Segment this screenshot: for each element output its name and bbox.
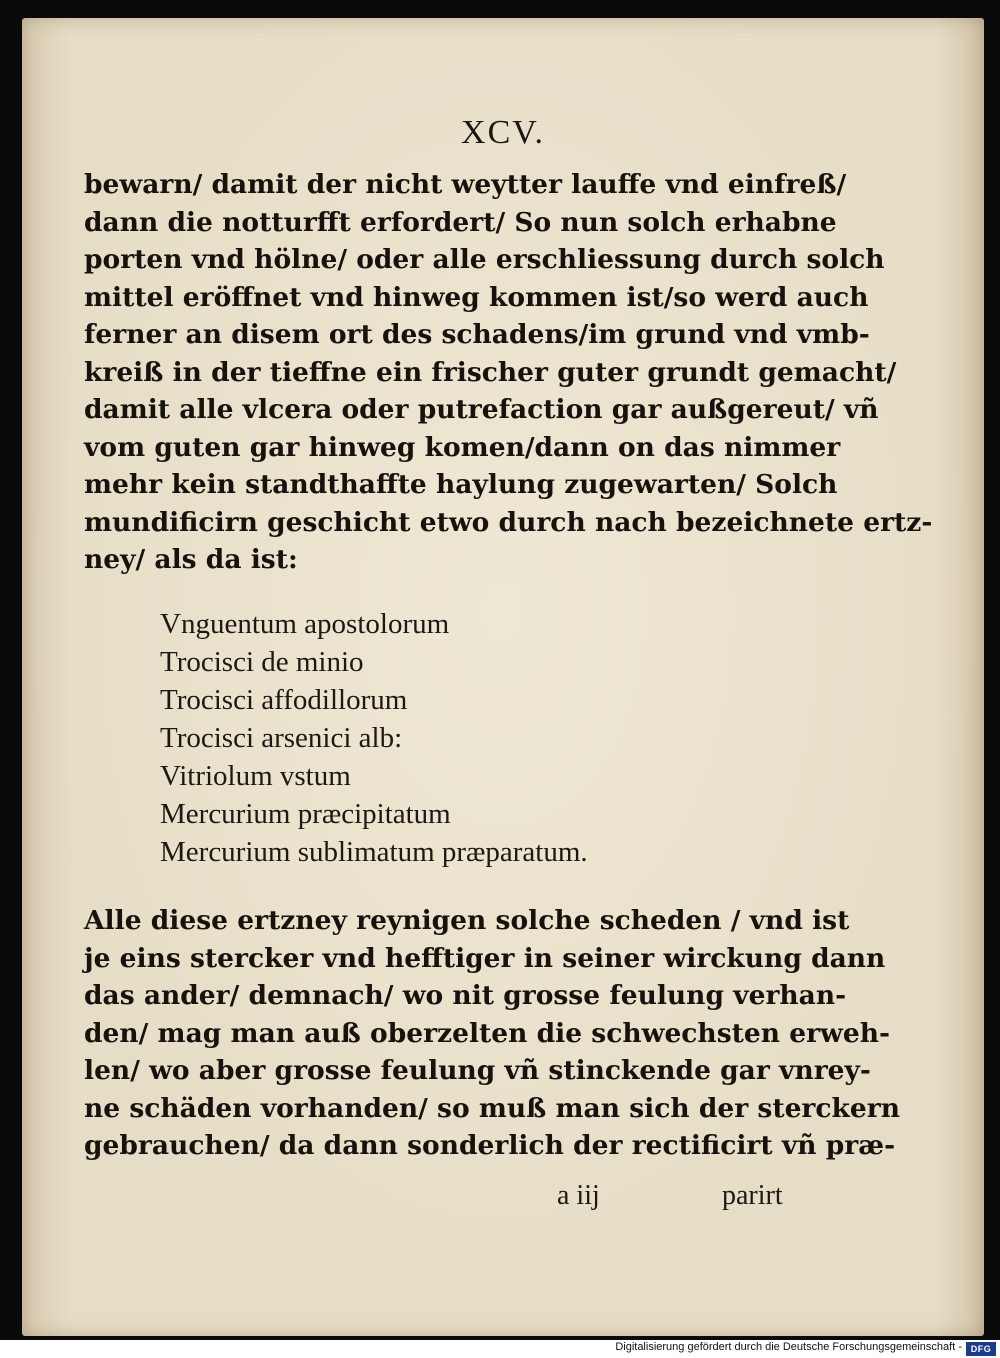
catchword: parirt	[722, 1180, 783, 1211]
text-line: vom guten gar hinweg komen/dann on das nimmer	[84, 431, 841, 463]
text-line: porten vnd hölne/ oder alle erschliessung durch solch	[84, 244, 885, 275]
recipe-item: Vnguentum apostolorum	[160, 608, 450, 640]
footer-bar	[0, 1340, 1000, 1358]
recipe-item: Trocisci arsenici alb:	[160, 722, 403, 754]
text-line: mittel eröffnet vnd hinweg kommen ist/so werd auch	[84, 281, 869, 313]
recipe-list	[160, 605, 588, 871]
text-line: ne schäden vorhanden/ so muß man sich der sterckern	[84, 1092, 900, 1124]
funding-credit: Digitalisierung gefördert durch die Deutsche Forschungsgemeinschaft -	[615, 1341, 962, 1353]
paragraph-1	[84, 166, 932, 579]
text-line: ney/ als da ist:	[84, 544, 298, 575]
text-line: den/ mag man auß oberzelten die schwechsten erweh-	[84, 1017, 890, 1049]
folio-number: XCV.	[461, 114, 545, 151]
text-line: ferner an disem ort des schadens/im grund vnd vmb-	[84, 319, 870, 350]
text-line: Alle diese ertzney reynigen solche scheden / vnd ist	[84, 905, 850, 936]
text-line: bewarn/ damit der nicht weytter lauffe vnd einfreß/	[84, 169, 847, 200]
recipe-item: Trocisci de minio	[160, 646, 364, 678]
recipe-item: Vitriolum vstum	[160, 760, 351, 792]
text-line: mundificirn geschicht etwo durch nach bezeichnete ertz-	[84, 506, 933, 538]
text-line: dann die notturfft erfordert/ So nun solch erhabne	[84, 206, 837, 238]
dfg-logo-icon[interactable]: DFG	[966, 1342, 996, 1356]
text-line: das ander/ demnach/ wo nit grosse feulung verhan-	[84, 980, 847, 1011]
text-line: gebrauchen/ da dann sonderlich der rectificirt vñ præ-	[84, 1130, 896, 1161]
signature-mark: a iij	[557, 1180, 600, 1211]
text-line: kreiß in der tieffne ein frischer guter grundt gemacht/	[84, 356, 897, 388]
recipe-item: Trocisci affodillorum	[160, 684, 408, 716]
recipe-item: Mercurium præcipitatum	[160, 798, 451, 830]
text-line: damit alle vlcera oder putrefaction gar außgereut/ vñ	[84, 394, 879, 425]
book-page	[22, 18, 984, 1336]
text-line: je eins stercker vnd hefftiger in seiner wirckung dann	[84, 942, 886, 974]
text-line: mehr kein standthaffte haylung zugewarten/ Solch	[84, 469, 838, 500]
recipe-item: Mercurium sublimatum præparatum.	[160, 836, 588, 868]
text-line: len/ wo aber grosse feulung vñ stinckende gar vnrey-	[84, 1055, 871, 1086]
paragraph-2	[84, 902, 900, 1165]
